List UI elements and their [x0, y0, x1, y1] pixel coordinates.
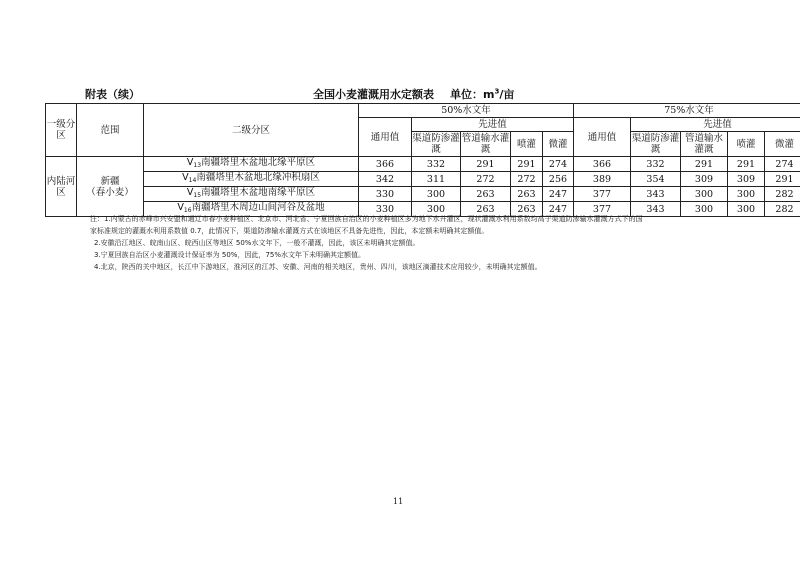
value-cell: 366 [574, 157, 631, 172]
value-cell: 309 [681, 172, 728, 187]
region-cell: $V_{16}$南疆塔里木周边山间河谷及盆地 [144, 202, 359, 217]
header-sub-col: 喷灌 [728, 132, 765, 157]
value-cell: 256 [543, 172, 574, 187]
table-row [46, 157, 800, 172]
note-line: 4.北京，陕西的关中地区，长江中下游地区，淮河区的江苏、安徽、河南的相关地区，贵州、四川，该地区滴灌技术应用较少，未明确其定额值。 [94, 263, 542, 271]
value-cell: 291 [511, 157, 543, 172]
header-sub-col: 渠道防渗灌溉 [412, 133, 460, 155]
value-cell: 274 [765, 157, 800, 172]
header-general-50: 通用值 [359, 118, 412, 157]
value-cell: 311 [412, 172, 461, 187]
header-sub-col: 渠道防渗灌溉 [631, 133, 680, 155]
scope-cell: 新疆 （春小麦） [77, 157, 144, 217]
value-cell: 389 [574, 172, 631, 187]
value-cell: 300 [728, 187, 765, 202]
table-header-bar [45, 86, 753, 102]
value-cell: 332 [631, 157, 681, 172]
page-number: 11 [393, 497, 404, 506]
appendix-label: 附表（续） [85, 88, 140, 101]
value-cell: 291 [765, 172, 800, 187]
header-sub-col: 微灌 [543, 132, 574, 157]
value-cell: 300 [728, 202, 765, 217]
value-cell: 247 [543, 202, 574, 217]
value-cell: 300 [412, 202, 461, 217]
value-cell: 282 [765, 202, 800, 217]
header-scope: 范围 [77, 104, 144, 157]
header-sub-col: 喷灌 [511, 132, 543, 157]
level1-cell: 内陆河区 [46, 157, 77, 217]
quota-table [45, 103, 800, 217]
table-title: 全国小麦灌溉用水定额表 [313, 88, 434, 101]
header-level2: 二级分区 [144, 104, 359, 157]
value-cell: 342 [359, 172, 412, 187]
header-group-50: 50%水文年 [359, 104, 574, 118]
value-cell: 263 [511, 202, 543, 217]
header-advanced-75: 先进值 [631, 118, 800, 132]
header-advanced-50: 先进值 [412, 118, 574, 132]
header-level1: 一级分区 [46, 104, 77, 157]
value-cell: 282 [765, 187, 800, 202]
table-notes [90, 213, 750, 273]
region-cell: $V_{15}$南疆塔里木盆地南缘平原区 [144, 187, 359, 202]
note-line: 3.宁夏回族自治区小麦灌溉设计保证率为 50%，因此，75%水文年下未明确其定额值。 [94, 251, 366, 259]
value-cell: 263 [461, 202, 511, 217]
value-cell: 377 [574, 202, 631, 217]
note-line: 家标准规定的灌溉水利用系数值 0.7，此情况下，渠道防渗输水灌溉方式在该地区不具备先进性，因此，本定额未明确其定额值。 [90, 227, 489, 235]
value-cell: 291 [461, 157, 511, 172]
value-cell: 300 [681, 187, 728, 202]
table-row [46, 187, 800, 202]
value-cell: 291 [728, 157, 765, 172]
value-cell: 247 [543, 187, 574, 202]
header-sub-col: 管道输水灌溉 [681, 132, 728, 157]
header-general-75: 通用值 [574, 118, 631, 157]
value-cell: 274 [543, 157, 574, 172]
value-cell: 330 [359, 187, 412, 202]
value-cell: 343 [631, 187, 681, 202]
value-cell: 291 [681, 157, 728, 172]
header-sub-col: 管道输水灌溉 [461, 133, 510, 155]
value-cell: 332 [412, 157, 461, 172]
unit-label: 单位：$m^3/$亩 [450, 87, 515, 101]
value-cell: 263 [461, 187, 511, 202]
value-cell: 377 [574, 187, 631, 202]
note-line: 注：1.内蒙古的赤峰市兴安盟和通辽市春小麦种植区、北京市、河北省、宁夏回族自治区的小麦种植区多为地下水井灌区，现状灌溉水利用系数均高于渠道防渗输水灌溉方式下的国 [90, 215, 643, 223]
value-cell: 343 [631, 202, 681, 217]
value-cell: 272 [461, 172, 511, 187]
table-row [46, 172, 800, 187]
header-sub-col: 微灌 [765, 132, 800, 157]
value-cell: 354 [631, 172, 681, 187]
header-group-75: 75%水文年 [574, 104, 800, 118]
value-cell: 272 [511, 172, 543, 187]
region-cell: $V_{14}$南疆塔里木盆地北缘冲积扇区 [144, 172, 359, 187]
region-cell: $V_{13}$南疆塔里木盆地北缘平原区 [144, 157, 359, 172]
value-cell: 309 [728, 172, 765, 187]
note-line: 2.安徽沿江地区、皖南山区、皖西山区等地区 50%水文年下，一般不灌溉，因此，该区未明确其定额值。 [94, 239, 420, 247]
value-cell: 300 [681, 202, 728, 217]
value-cell: 330 [359, 202, 412, 217]
value-cell: 300 [412, 187, 461, 202]
value-cell: 366 [359, 157, 412, 172]
value-cell: 263 [511, 187, 543, 202]
